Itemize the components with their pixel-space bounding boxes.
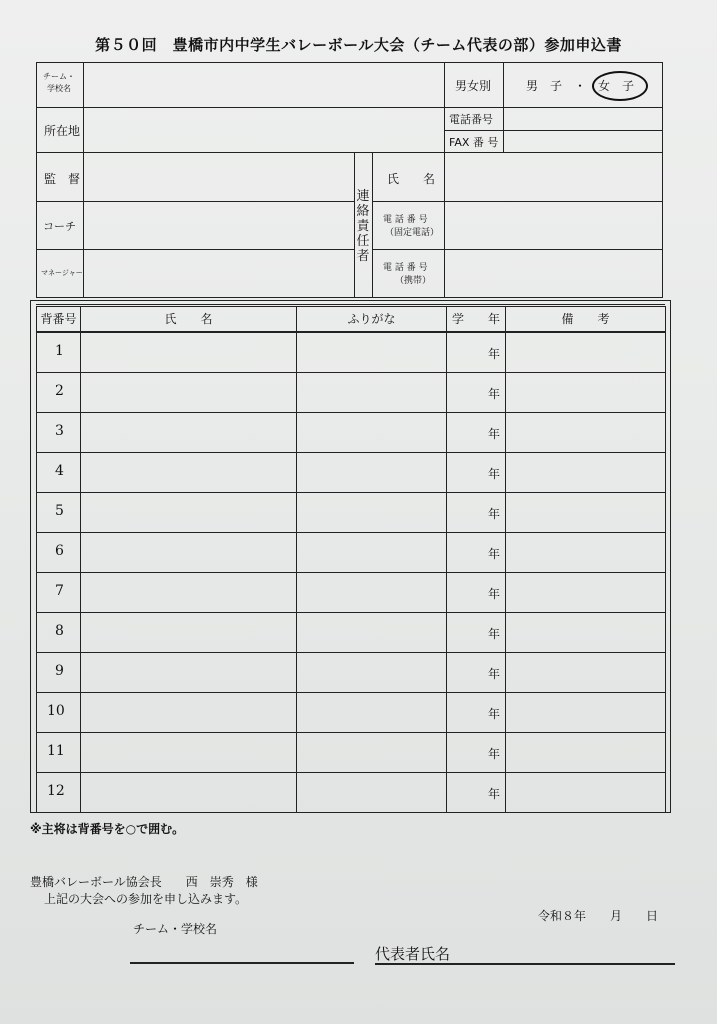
manager-label-cell [36,249,84,298]
row-grade-cell[interactable] [446,492,506,533]
row-remarks-cell[interactable] [505,452,666,493]
grade-suffix: 年 [488,347,501,361]
col-number-header: 背番号 [36,306,81,332]
row-grade-cell[interactable] [446,732,506,773]
row-name-cell[interactable] [80,332,297,373]
grade-suffix: 年 [488,627,501,641]
representative-label: 代表者氏名 [375,945,451,963]
row-number-cell [36,612,81,653]
row-number-cell [36,452,81,493]
col-name-header: 氏 名 [80,306,297,332]
row-remarks-cell[interactable] [505,652,666,693]
row-remarks-cell[interactable] [505,332,666,373]
address-field[interactable] [83,107,445,153]
grade-suffix: 年 [488,587,501,601]
row-remarks-cell[interactable] [505,532,666,573]
fax-label: FAX 番 号 [449,136,499,149]
row-furigana-cell[interactable] [296,612,447,653]
row-name-cell[interactable] [80,732,297,773]
manager-label: マネージャー [41,269,83,277]
jersey-number: 11 [47,743,65,759]
jersey-number: 12 [47,783,65,799]
row-furigana-cell[interactable] [296,452,447,493]
row-number-cell [36,652,81,693]
row-grade-cell[interactable] [446,452,506,493]
row-remarks-cell[interactable] [505,372,666,413]
row-remarks-cell[interactable] [505,572,666,613]
grade-suffix: 年 [488,547,501,561]
row-grade-cell[interactable] [446,372,506,413]
col-furigana-header: ふりがな [296,306,447,332]
row-furigana-cell[interactable] [296,492,447,533]
coach-label: 監 督 [44,172,81,186]
landline-label-2: （固定電話） [385,228,440,238]
fax-field[interactable] [503,130,663,153]
row-furigana-cell[interactable] [296,332,447,373]
representative-signature-line[interactable] [375,963,675,965]
row-grade-cell[interactable] [446,412,506,453]
date-line: 令和８年 月 日 [538,909,659,923]
contact-person-label: 連絡責任者 [356,189,370,264]
addressee: 豊橋バレーボール協会長 西 崇秀 様 [30,875,258,889]
jersey-number: 8 [55,623,64,639]
fax-label-cell [444,130,504,153]
grade-suffix: 年 [488,747,501,761]
row-furigana-cell[interactable] [296,772,447,813]
jersey-number: 3 [55,423,64,439]
jersey-number: 9 [55,663,64,679]
row-grade-cell[interactable] [446,772,506,813]
jersey-number: 4 [55,463,64,479]
row-number-cell [36,772,81,813]
contact-name-field[interactable] [444,152,663,202]
row-remarks-cell[interactable] [505,412,666,453]
col-remarks-header: 備 考 [505,306,666,332]
grade-suffix: 年 [488,667,501,681]
row-remarks-cell[interactable] [505,492,666,533]
jersey-number: 5 [55,503,64,519]
mobile-field[interactable] [444,249,663,298]
row-number-cell [36,532,81,573]
row-number-cell [36,692,81,733]
grade-suffix: 年 [488,507,501,521]
assistant-coach-label: コーチ [43,220,76,233]
manager-field[interactable] [83,249,355,298]
row-grade-cell[interactable] [446,572,506,613]
captain-note: ※主将は背番号を○で囲む。 [30,822,185,836]
application-statement: 上記の大会への参加を申し込みます。 [44,892,248,906]
landline-label: 電 話 番 号 [383,215,428,225]
landline-label-cell [372,201,445,250]
row-number-cell [36,492,81,533]
grade-suffix: 年 [488,387,501,401]
row-name-cell[interactable] [80,612,297,653]
row-name-cell[interactable] [80,412,297,453]
grade-suffix: 年 [488,427,501,441]
team-school-sign-label: チーム・学校名 [133,922,218,936]
row-furigana-cell[interactable] [296,372,447,413]
team-school-signature-line[interactable] [130,962,354,964]
contact-name-label-cell [372,152,445,202]
row-remarks-cell[interactable] [505,692,666,733]
address-label-cell [36,107,84,153]
row-number-cell [36,372,81,413]
row-furigana-cell[interactable] [296,532,447,573]
jersey-number: 7 [55,583,64,599]
row-name-cell[interactable] [80,452,297,493]
row-furigana-cell[interactable] [296,732,447,773]
phone-label: 電話番号 [449,113,493,126]
row-grade-cell[interactable] [446,332,506,373]
mobile-label-cell [372,249,445,298]
coach-label-cell [36,152,84,202]
jersey-number: 2 [55,383,64,399]
team-school-label-2: 学校名 [47,84,71,93]
row-name-cell[interactable] [80,692,297,733]
row-name-cell[interactable] [80,492,297,533]
row-furigana-cell[interactable] [296,572,447,613]
row-grade-cell[interactable] [446,692,506,733]
assistant-coach-label-cell [36,201,84,250]
row-number-cell [36,332,81,373]
gender-label: 男女別 [455,79,492,93]
grade-suffix: 年 [488,707,501,721]
gender-options: 男 子 ・ 女 子 [526,79,635,93]
row-furigana-cell[interactable] [296,412,447,453]
gender-label-cell [444,62,504,108]
address-label: 所在地 [44,124,81,138]
row-number-cell [36,572,81,613]
jersey-number: 6 [55,543,64,559]
grade-suffix: 年 [488,787,501,801]
mobile-label-2: （携帯） [395,276,432,286]
row-number-cell [36,732,81,773]
row-furigana-cell[interactable] [296,692,447,733]
team-school-field[interactable] [83,62,445,108]
grade-suffix: 年 [488,467,501,481]
team-school-label: チーム・ [43,72,75,81]
jersey-number: 1 [55,343,64,359]
row-number-cell [36,412,81,453]
gender-choice-cell[interactable] [503,62,663,108]
landline-field[interactable] [444,201,663,250]
row-name-cell[interactable] [80,772,297,813]
row-name-cell[interactable] [80,372,297,413]
jersey-number: 10 [47,703,65,719]
row-name-cell[interactable] [80,652,297,693]
contact-person-label-cell [354,152,373,298]
team-school-label-cell [36,62,84,108]
double-rule [36,304,665,305]
form-title: 第５０回 豊橋市内中学生バレーボール大会（チーム代表の部）参加申込書 [95,36,622,54]
coach-field[interactable] [83,152,355,202]
row-remarks-cell[interactable] [505,732,666,773]
row-grade-cell[interactable] [446,532,506,573]
col-grade-header: 学 年 [446,306,506,332]
assistant-coach-field[interactable] [83,201,355,250]
row-grade-cell[interactable] [446,652,506,693]
row-furigana-cell[interactable] [296,652,447,693]
contact-name-label: 氏 名 [387,172,436,186]
phone-label-cell [444,107,504,131]
row-remarks-cell[interactable] [505,612,666,653]
selected-gender-circle [592,71,648,101]
row-name-cell[interactable] [80,572,297,613]
mobile-label: 電 話 番 号 [383,263,428,273]
row-remarks-cell[interactable] [505,772,666,813]
row-name-cell[interactable] [80,532,297,573]
phone-field[interactable] [503,107,663,131]
row-grade-cell[interactable] [446,612,506,653]
